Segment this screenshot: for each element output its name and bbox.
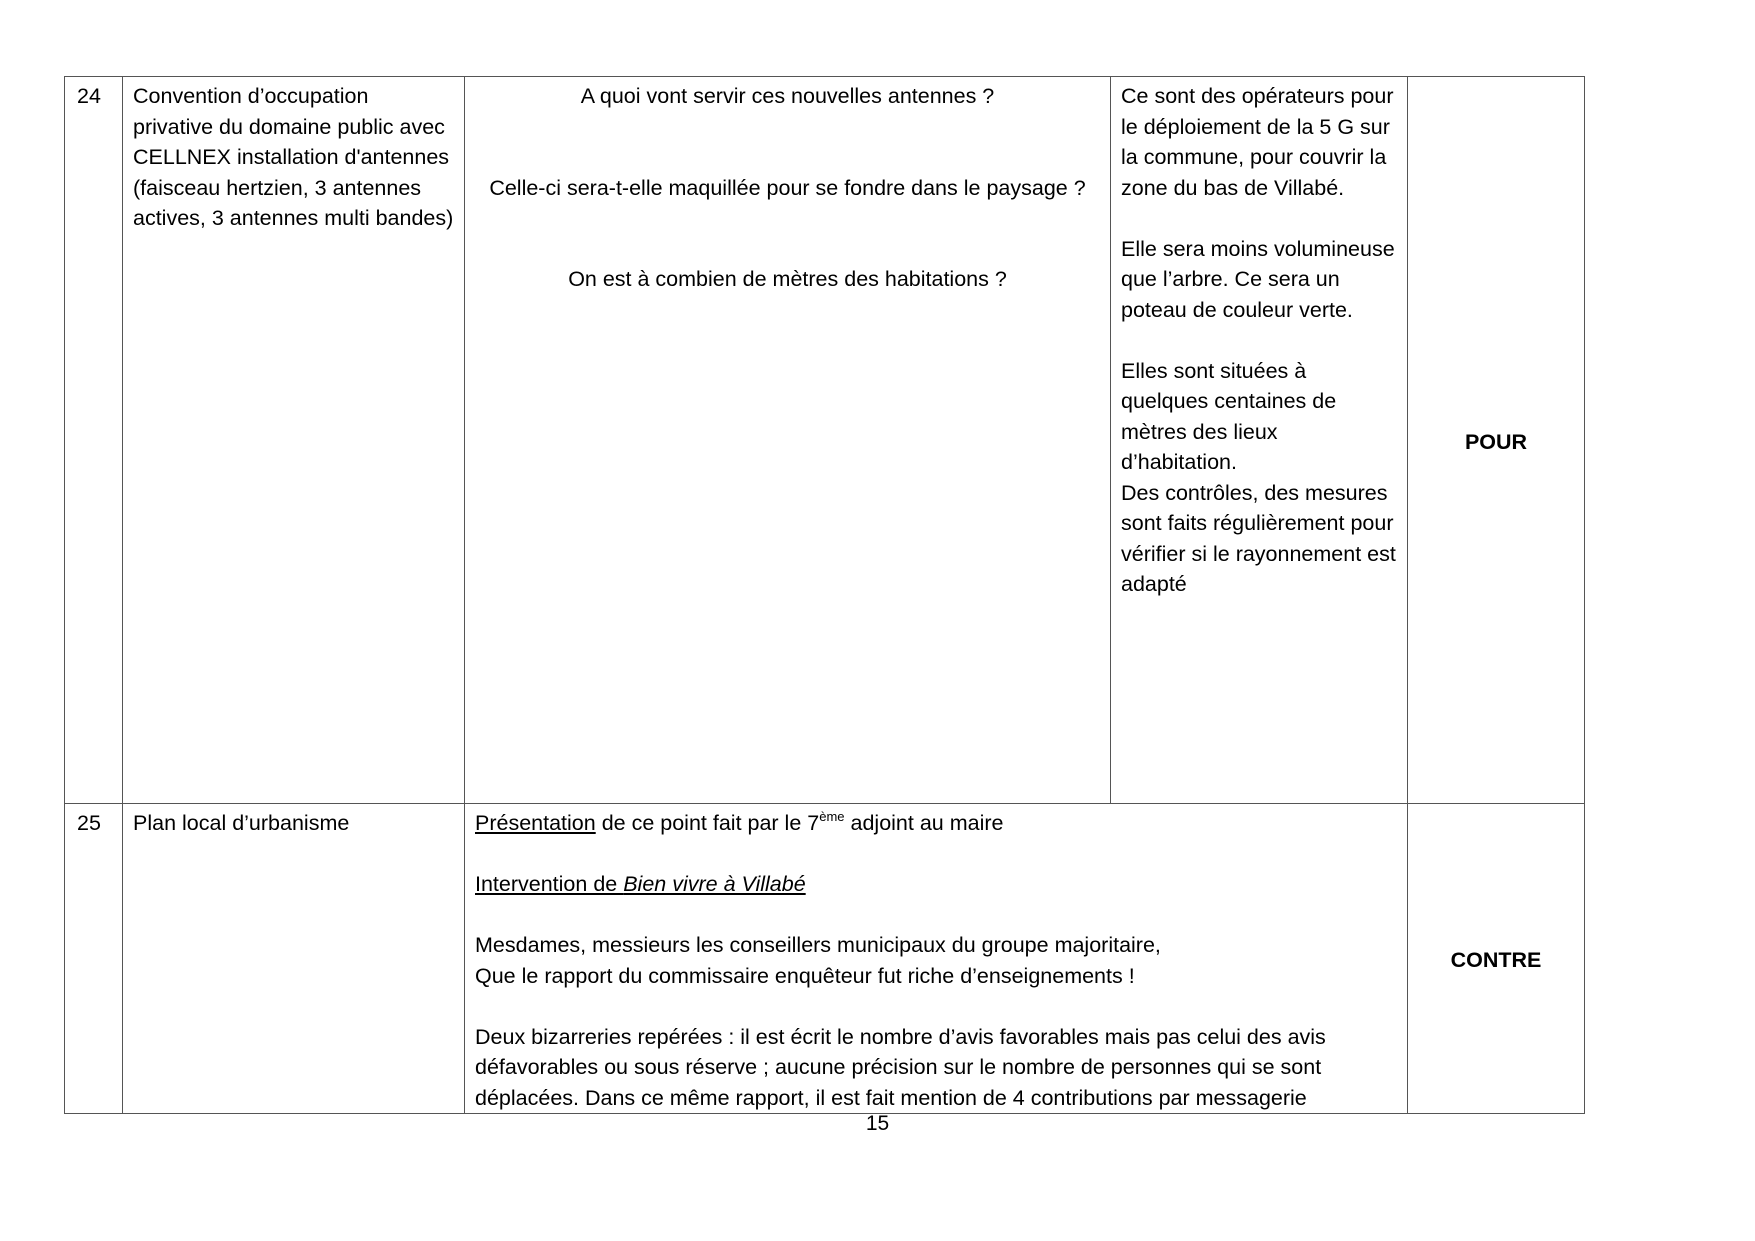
question-text: A quoi vont servir ces nouvelles antennes ? [580, 84, 995, 108]
paragraph-text: Que le rapport du commissaire enquêteur fut riche d’enseignements ! [475, 963, 1135, 988]
presentation-text: de ce point fait par le 7 [595, 811, 820, 835]
intervention-label: Intervention de [475, 872, 624, 896]
vote-result: POUR [1408, 77, 1585, 804]
answer-text: Des contrôles, des mesures sont faits régulièrement pour vérifier si le rayonnement est adapté [1121, 480, 1396, 596]
deliberations-table [64, 76, 1585, 1114]
paragraph-text: Deux bizarreries repérées : il est écrit le nombre d’avis favorables mais pas celui des avis défavorables ou sous réserve ; aucune précision sur le nombre de personnes qui se sont déplacées. Dans ce même rapport, il est fait mention de 4 contributions par messagerie [475, 1024, 1326, 1110]
item-subject: Convention d’occupation privative du domaine public avec CELLNEX installation d'antennes (faisceau hertzien, 3 antennes actives, 3 antennes multi bandes) [123, 77, 465, 804]
table-row [65, 77, 1585, 804]
presentation-text: adjoint au maire [844, 811, 1004, 835]
question-text: Celle-ci sera-t-elle maquillée pour se fondre dans le paysage ? [489, 175, 1086, 200]
vote-result: CONTRE [1408, 804, 1585, 1114]
presentation-line [475, 808, 1371, 839]
answer-text: Elles sont situées à quelques centaines de mètres des lieux d’habitation. [1121, 358, 1337, 474]
intervention-group: Bien vivre à Villabé [623, 872, 806, 896]
question-text: On est à combien de mètres des habitations ? [568, 267, 1007, 291]
answer-text: Ce sont des opérateurs pour le déploiement de la 5 G sur la commune, pour couvrir la zone du bas de Villabé. [1121, 84, 1394, 200]
paragraph-text: Mesdames, messieurs les conseillers municipaux du groupe majoritaire, [475, 933, 1161, 957]
intervention-heading [475, 869, 1371, 900]
item-subject: Plan local d’urbanisme [123, 804, 465, 1114]
answer-text: Elle sera moins volumineuse que l’arbre. Ce sera un poteau de couleur verte. [1121, 236, 1395, 322]
questions-cell [465, 77, 1111, 804]
table-row [65, 804, 1585, 1114]
discussion-cell [465, 804, 1408, 1114]
answers-cell [1111, 77, 1408, 804]
page-number: 15 [865, 1112, 890, 1135]
presentation-label: Présentation [475, 811, 596, 835]
item-number: 25 [65, 804, 123, 1114]
ordinal-suffix: ème [819, 809, 845, 824]
item-number: 24 [65, 77, 123, 804]
